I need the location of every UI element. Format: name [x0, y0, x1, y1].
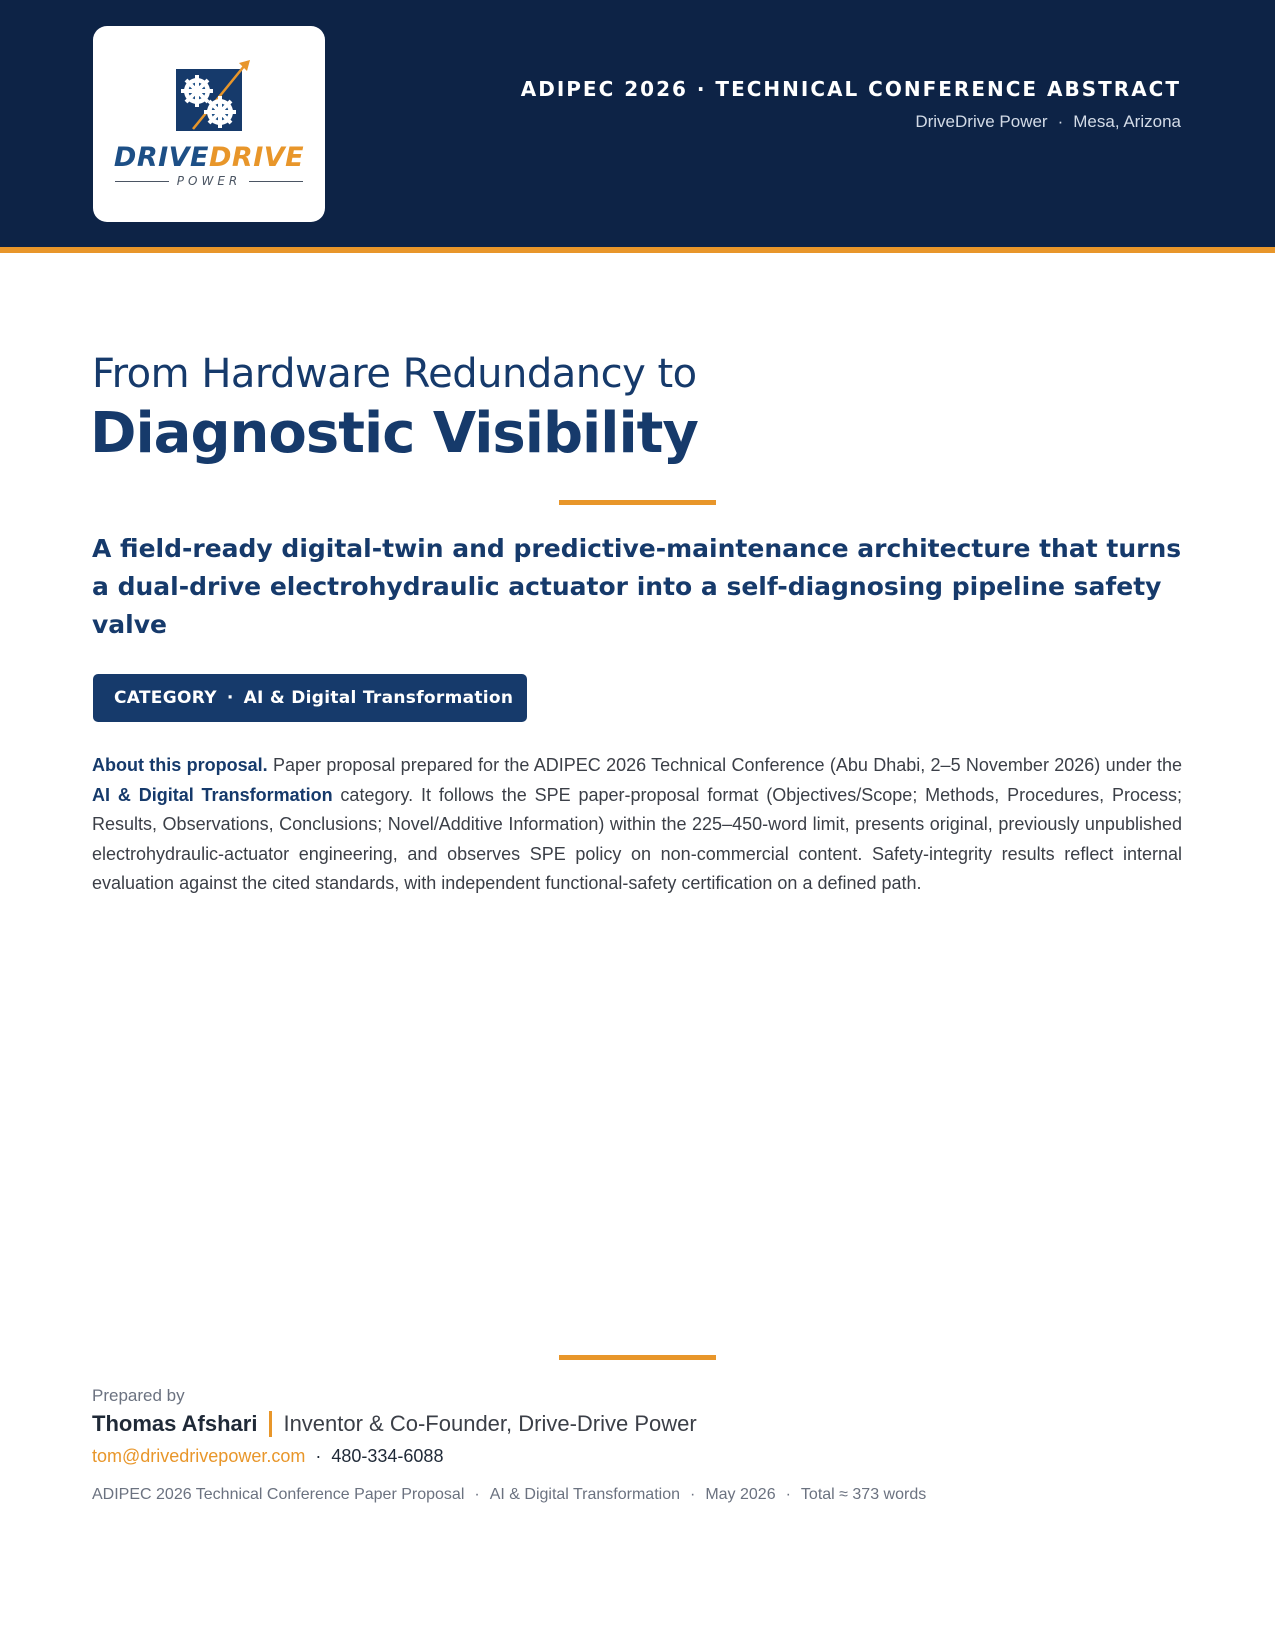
footer-meta-item: May 2026 — [705, 1486, 776, 1503]
contact-line — [92, 1446, 443, 1467]
title-line-2: Diagnostic Visibility — [90, 401, 698, 466]
logo-divider — [249, 181, 303, 182]
author-role: Inventor & Co-Founder, Drive-Drive Power — [283, 1411, 697, 1436]
logo-divider — [115, 181, 169, 182]
footer-meta-item: AI & Digital Transformation — [489, 1486, 680, 1503]
footer-accent-bar — [559, 1355, 716, 1360]
logo-word-part2: DRIVE — [209, 142, 305, 173]
title-line-1: From Hardware Redundancy to — [92, 351, 697, 397]
logo-word-part1: DRIVE — [113, 142, 209, 173]
category-value: AI & Digital Transformation — [243, 688, 514, 708]
logo-wordmark — [93, 143, 325, 173]
prepared-by-label: Prepared by — [92, 1386, 185, 1405]
footer-meta-item: Total ≈ 373 words — [800, 1486, 927, 1503]
header-location: Mesa, Arizona — [1073, 112, 1181, 131]
subtitle: A field-ready digital-twin and predictive-maintenance architecture that turns a dual-drive electrohydraulic actuator into a self-diagnosing pipeline safety valve — [92, 534, 1182, 639]
header-separator: · — [1057, 112, 1064, 131]
footer-meta — [92, 1486, 926, 1504]
about-paragraph — [92, 751, 1182, 899]
logo-sub-text: POWER — [176, 174, 242, 188]
contact-separator: · — [315, 1446, 322, 1466]
header-company: DriveDrive Power — [915, 112, 1048, 131]
author-name: Thomas Afshari — [92, 1411, 258, 1436]
about-text-b: category. It follows the SPE paper-proposal format (Objectives/Scope; Methods, Procedures, Process; Results, Observations, Conclusions; Novel/Additive Information) within the 225–450-word limit, presents original, previously unpublished electrohydraulic-actuator engineering, and observes SPE policy on non-commercial content. Safety-integrity results reflect internal evaluation against the cited standards, with independent functional-safety certification on a defined path. — [92, 784, 1182, 894]
header-banner — [0, 0, 1275, 247]
footer-meta-item: ADIPEC 2026 Technical Conference Paper Proposal — [92, 1486, 465, 1503]
header-accent-rule — [0, 247, 1275, 253]
phone-number: 480-334-6088 — [331, 1446, 444, 1466]
email-link[interactable]: tom@drivedrivepower.com — [92, 1446, 306, 1466]
footer-separator: · — [690, 1486, 696, 1503]
header-title: ADIPEC 2026 · TECHNICAL CONFERENCE ABSTRACT — [520, 77, 1181, 101]
footer-separator: · — [474, 1486, 480, 1503]
title-accent-bar — [559, 500, 716, 505]
about-emphasis: AI & Digital Transformation — [92, 784, 333, 805]
category-separator: · — [226, 688, 234, 708]
company-logo — [93, 26, 325, 222]
category-badge — [93, 674, 527, 722]
author-line — [92, 1411, 697, 1437]
about-lead: About this proposal. — [92, 755, 268, 775]
gears-arrow-icon — [173, 59, 253, 135]
category-label: CATEGORY — [114, 688, 217, 708]
logo-subline — [115, 173, 303, 189]
footer-separator: · — [785, 1486, 791, 1503]
header-subline — [915, 112, 1181, 132]
author-divider — [269, 1411, 272, 1437]
about-text-a: Paper proposal prepared for the ADIPEC 2026 Technical Conference (Abu Dhabi, 2–5 November 2026) under the — [267, 755, 1182, 775]
